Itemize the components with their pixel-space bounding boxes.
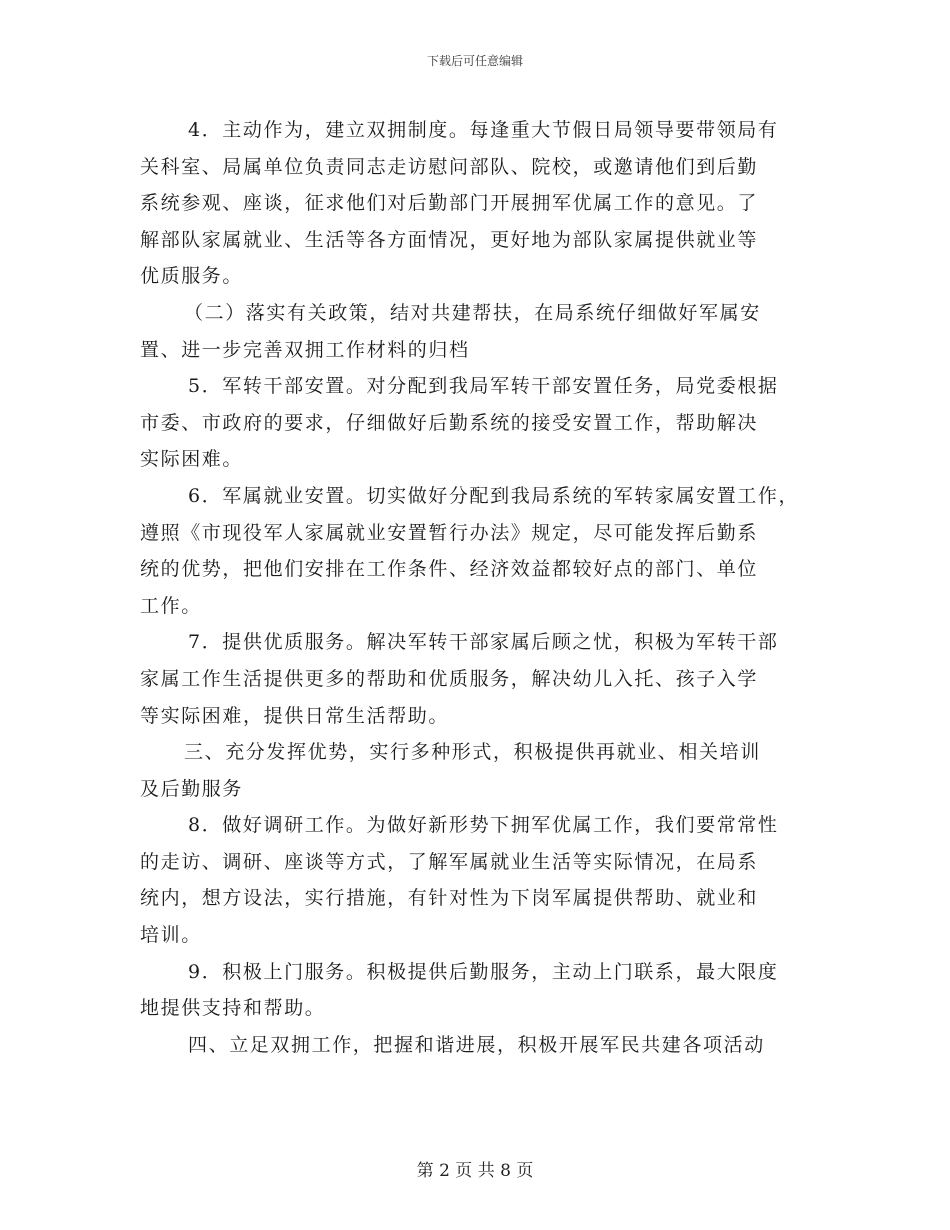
text-line: 优质服务。 [140,265,244,288]
text-line: 6．军属就业安置。切实做好分配到我局系统的军转家属安置工作， [188,484,800,507]
text-line: 等实际困难，提供日常生活帮助。 [140,704,450,727]
text-line: 的走访、调研、座谈等方式，了解军属就业生活等实际情况，在局系 [140,850,759,873]
document-body [140,112,820,1063]
text-line: 及后勤服务 [140,777,244,800]
text-line: （二）落实有关政策，结对共建帮扶，在局系统仔细做好军属安 [184,301,761,324]
text-line: 四、立足双拥工作，把握和谐进展，积极开展军民共建各项活动 [188,1033,765,1056]
text-line: 解部队家属就业、生活等各方面情况，更好地为部队家属提供就业等 [140,228,759,251]
text-line: 培训。 [140,924,202,947]
text-line: 关科室、局属单位负责同志走访慰问部队、院校，或邀请他们到后勤 [140,155,759,178]
text-line: 遵照《市现役军人家属就业安置暂行办法》规定，尽可能发挥后勤系 [140,521,759,544]
text-line: 7．提供优质服务。解决军转干部家属后顾之忧，积极为军转干部 [188,631,779,654]
text-line: 市委、市政府的要求，仔细做好后勤系统的接受安置工作，帮助解决 [140,411,759,434]
text-line: 置、进一步完善双拥工作材料的归档 [140,338,470,361]
text-line: 统内，想方设法，实行措施，有针对性为下岗军属提供帮助、就业和 [140,887,759,910]
text-line: 地提供支持和帮助。 [140,997,326,1020]
page-header: 下载后可任意编辑 [426,54,523,68]
text-line: 统的优势，把他们安排在工作条件、经济效益都较好点的部门、单位 [140,558,759,581]
text-line: 4．主动作为，建立双拥制度。每逢重大节假日局领导要带领局有 [188,119,779,141]
text-line: 工作。 [140,594,202,617]
page-footer: 第 2 页 共 8 页 [416,1161,534,1181]
text-line: 系统参观、座谈，征求他们对后勤部门开展拥军优属工作的意见。了 [140,192,759,215]
text-line: 5．军转干部安置。对分配到我局军转干部安置任务，局党委根据 [188,375,779,398]
text-line: 三、充分发挥优势，实行多种形式，积极提供再就业、相关培训 [184,741,761,764]
text-line: 8．做好调研工作。为做好新形势下拥军优属工作，我们要常常性 [188,814,779,837]
text-line: 家属工作生活提供更多的帮助和优质服务，解决幼儿入托、孩子入学 [140,667,759,690]
text-line: 9．积极上门服务。积极提供后勤服务，主动上门联系，最大限度 [188,960,779,983]
text-line: 实际困难。 [140,448,244,471]
